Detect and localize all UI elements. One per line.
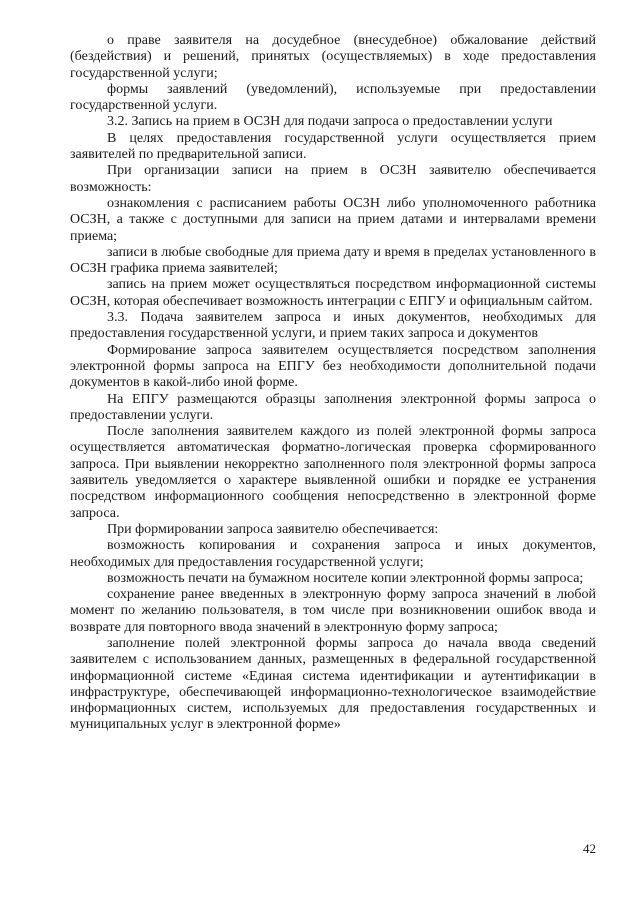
list-item-copy-save: возможность копирования и сохранения запроса и иных документов, необходимых для предоставления государственной услуги; [70, 538, 596, 570]
paragraph-preregistration: В целях предоставления государственной услуги осуществляется прием заявителей по предварительной записи. [70, 130, 596, 163]
document-body [70, 33, 596, 734]
paragraph-samples: На ЕПГУ размещаются образцы заполнения электронной формы запроса о предоставлении услуги. [70, 391, 596, 423]
paragraph-registration-options: При организации записи на прием в ОСЗН заявителю обеспечивается возможность: [70, 163, 596, 195]
list-item-schedule: ознакомления с расписанием работы ОСЗН либо уполномоченного работника ОСЗН, а также с доступными для записи на прием датами и интервалами времени приема; [70, 195, 596, 244]
list-item-prefill-esia: заполнение полей электронной формы запроса до начала ввода сведений заявителем с использованием данных, размещенных в федеральной государственной информационной системе «Единая система идентификации и аутентификации в инфраструктуре, обеспечивающей информационно-технологическое взаимодействие информационных систем, используемых для предоставления государственных и муниципальных услуг в электронной форме» [70, 635, 596, 733]
page-number: 42 [583, 841, 596, 856]
paragraph-validation: После заполнения заявителем каждого из полей электронной формы запроса осуществляется автоматическая форматно-логическая проверка сформированного запроса. При выявлении некорректно заполненного поля электронной формы запроса заявитель уведомляется о характере выявленной ошибки и порядке ее устранения посредством информационного сообщения непосредственно в электронной форме запроса. [70, 424, 596, 521]
section-heading-3-3: 3.3. Подача заявителем запроса и иных документов, необходимых для предоставления государственной услуги, и прием таких запроса и документов [70, 310, 596, 342]
list-item-print: возможность печати на бумажном носителе копии электронной формы запроса; [107, 570, 584, 586]
list-item-save-values: сохранение ранее введенных в электронную форму запроса значений в любой момент по желанию пользователя, в том числе при возникновении ошибок ввода и возврате для повторного ввода значений в электронную форму запроса; [70, 587, 596, 635]
list-item-free-slots: записи в любые свободные для приема дату и время в пределах установленного в ОСЗН графика приема заявителей; [70, 244, 596, 277]
paragraph-request-forming: Формирование запроса заявителем осуществляется посредством заполнения электронной формы запроса на ЕПГУ без необходимости дополнительной подачи документов в какой-либо иной форме. [70, 342, 596, 391]
paragraph-application-forms: формы заявлений (уведомлений), используемые при предоставлении государственной услуги. [70, 81, 596, 114]
paragraph-appeal-right: о праве заявителя на досудебное (внесудебное) обжалование действий (бездействия) и решений, принятых (осуществляемых) в ходе предоставления государственной услуги; [70, 33, 596, 81]
section-heading-3-2: 3.2. Запись на прием в ОСЗН для подачи запроса о предоставлении услуги [107, 114, 553, 130]
paragraph-forming-provides: При формировании запроса заявителю обеспечивается: [107, 521, 439, 537]
list-item-information-system: запись на прием может осуществляться посредством информационной системы ОСЗН, которая обеспечивает возможность интеграции с ЕПГУ и официальным сайтом. [70, 277, 596, 309]
